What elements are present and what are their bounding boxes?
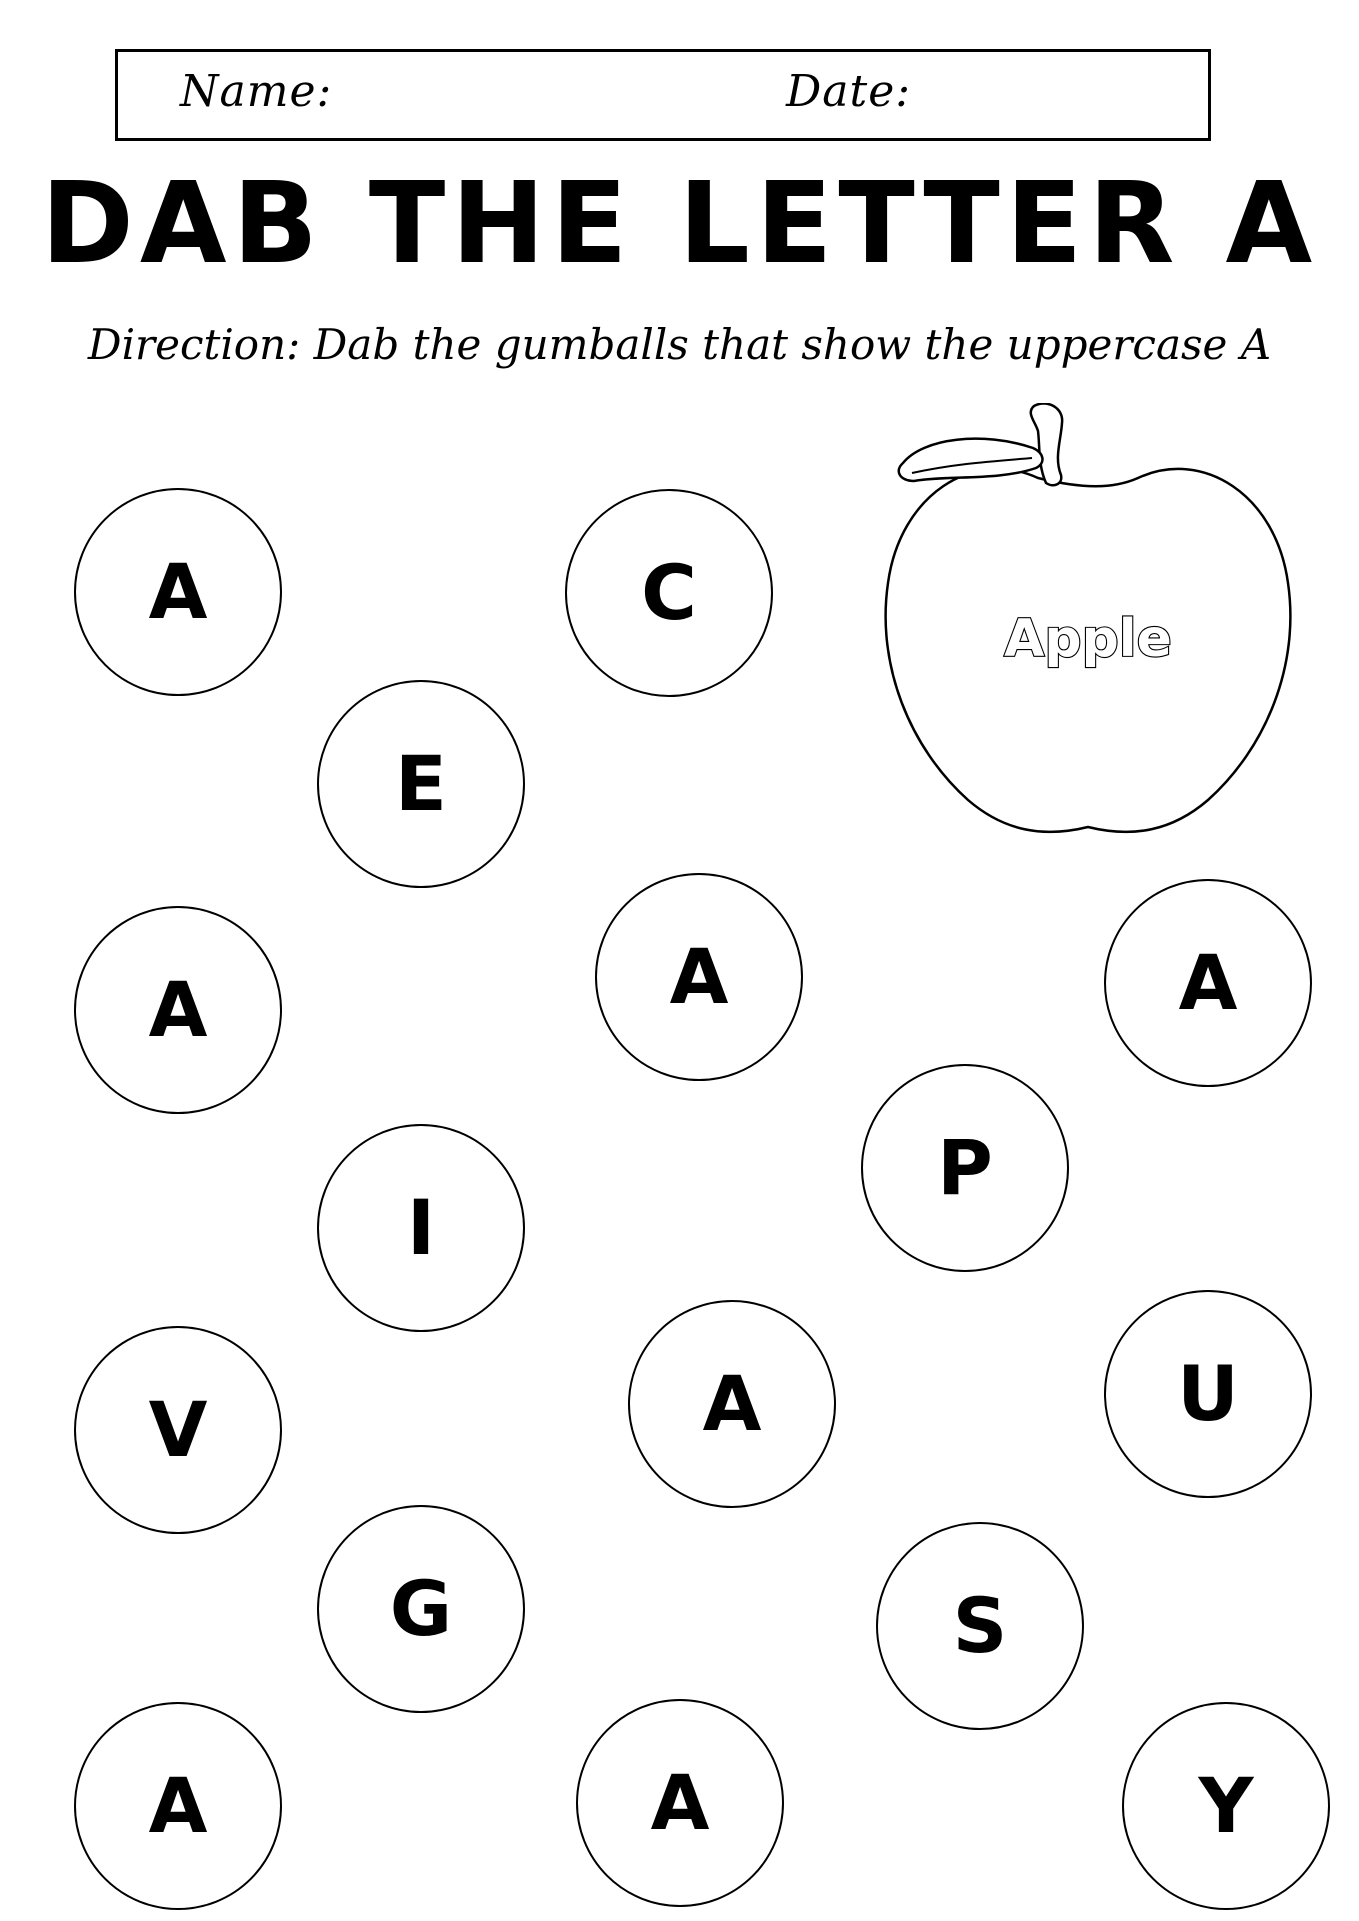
name-date-box	[115, 49, 1211, 141]
gumball-letter: A	[650, 1758, 710, 1847]
gumball-letter: A	[1178, 938, 1238, 1027]
gumball-letter: P	[937, 1123, 993, 1212]
direction-text: Direction: Dab the gumballs that show the uppercase A	[87, 320, 1272, 369]
gumball[interactable]	[1104, 879, 1312, 1087]
gumball[interactable]	[74, 906, 282, 1114]
date-label: Date:	[786, 66, 912, 117]
gumball[interactable]	[74, 1326, 282, 1534]
gumball-letter: U	[1177, 1349, 1239, 1438]
gumball-letter: S	[952, 1581, 1008, 1670]
gumball[interactable]	[317, 1505, 525, 1713]
gumball-letter: I	[406, 1183, 436, 1272]
gumball[interactable]	[1122, 1702, 1330, 1910]
apple-stem	[1031, 403, 1062, 485]
gumball[interactable]	[74, 488, 282, 696]
gumball[interactable]	[565, 489, 773, 697]
gumball[interactable]	[595, 873, 803, 1081]
gumball-letter: A	[148, 547, 208, 636]
gumball-letter: V	[148, 1385, 208, 1474]
gumball[interactable]	[1104, 1290, 1312, 1498]
gumball-letter: A	[148, 965, 208, 1054]
gumball-letter: Y	[1198, 1761, 1254, 1850]
gumball[interactable]	[861, 1064, 1069, 1272]
worksheet-title: DAB THE LETTER A	[40, 159, 1319, 289]
gumball[interactable]	[876, 1522, 1084, 1730]
apple-illustration	[868, 403, 1308, 851]
gumball[interactable]	[628, 1300, 836, 1508]
gumball-letter: A	[148, 1761, 208, 1850]
gumball-letter: A	[702, 1359, 762, 1448]
gumball[interactable]	[576, 1699, 784, 1907]
gumball-letter: A	[669, 932, 729, 1021]
gumball-letter: C	[641, 548, 697, 637]
gumball[interactable]	[317, 1124, 525, 1332]
gumball-letter: G	[389, 1564, 453, 1653]
gumball-letter: E	[395, 739, 447, 828]
apple-label: Apple	[1004, 609, 1172, 669]
gumball[interactable]	[317, 680, 525, 888]
name-label: Name:	[180, 66, 333, 117]
gumball[interactable]	[74, 1702, 282, 1910]
